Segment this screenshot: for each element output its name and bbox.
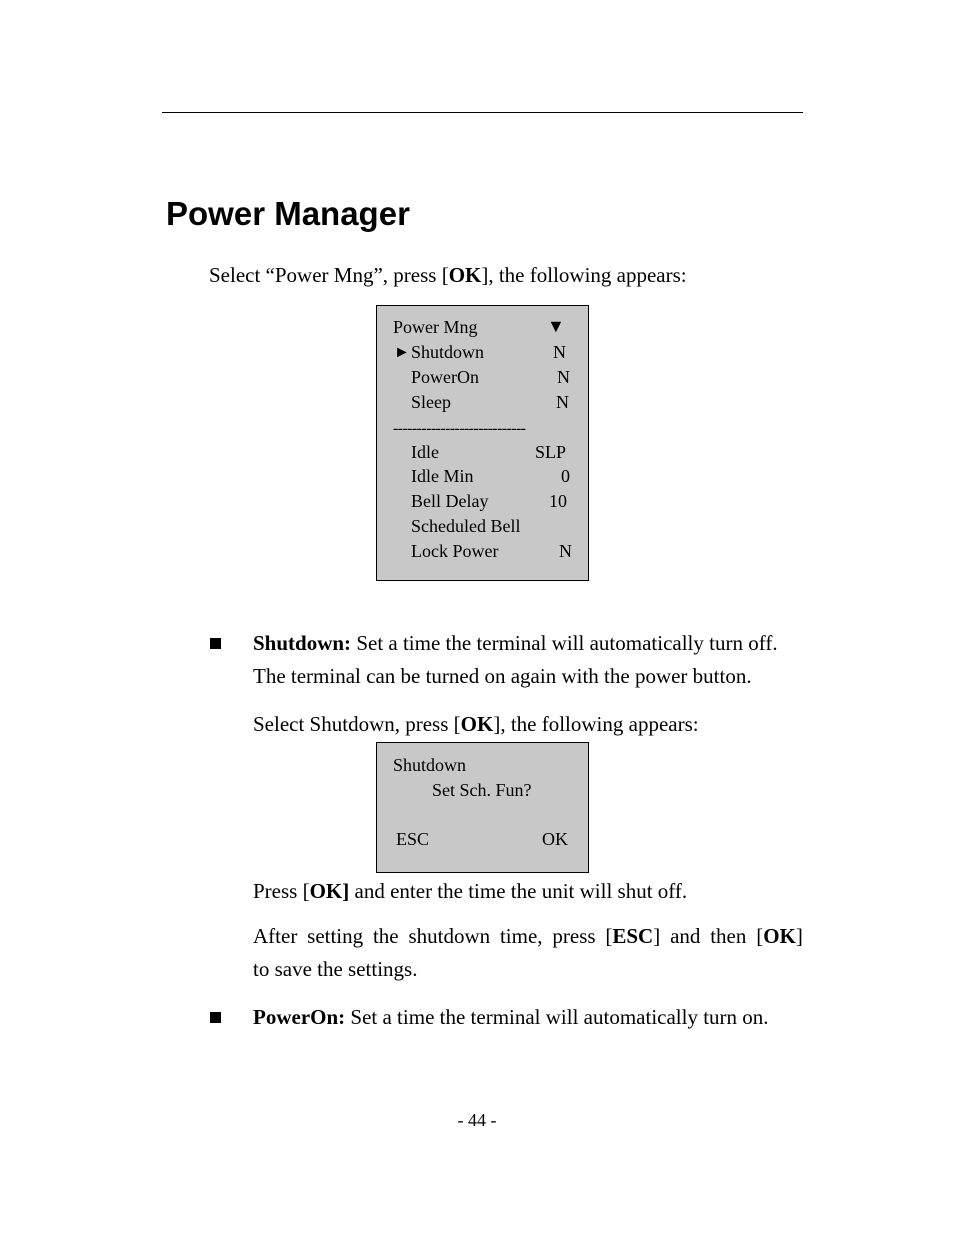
scroll-down-icon: ▼ — [547, 316, 565, 336]
dialog-esc-option: ESC — [396, 829, 430, 849]
menu-item-idle: Idle — [411, 442, 439, 462]
press-pre: Press [ — [253, 879, 310, 903]
dialog-title: Shutdown — [393, 755, 467, 775]
menu-value-poweron: N — [557, 367, 570, 387]
shutdown-description — [253, 627, 803, 660]
after-setting-line1 — [253, 920, 803, 953]
after-seg-2: setting — [307, 924, 364, 948]
menu-item-scheduled-bell: Scheduled Bell — [411, 516, 521, 536]
menu-item-bell-delay: Bell Delay — [411, 491, 489, 511]
screen-title: Power Mng — [393, 317, 478, 337]
menu-item-idle-min: Idle Min — [411, 466, 474, 486]
poweron-description — [253, 1001, 769, 1034]
intro-text — [209, 259, 687, 292]
select-post: ], the following appears: — [493, 712, 699, 736]
menu-value-idle-min: 0 — [561, 466, 570, 486]
menu-value-lock-power: N — [559, 541, 572, 561]
intro-key: OK — [448, 263, 482, 287]
cursor-arrow-icon: ► — [394, 344, 410, 361]
poweron-desc: Set a time the terminal will automatically turn on. — [345, 1005, 769, 1029]
after-seg-4: shutdown — [408, 924, 491, 948]
press-key: OK] — [309, 879, 350, 903]
select-key: OK — [460, 712, 494, 736]
intro-post: ], the following appears: — [481, 263, 687, 287]
shutdown-term: Shutdown: — [253, 631, 352, 655]
after-setting-line2: to save the settings. — [253, 957, 418, 981]
menu-value-shutdown: N — [553, 342, 566, 362]
after-seg-3: the — [372, 924, 399, 948]
after-seg-6: press — [552, 924, 596, 948]
dialog-ok-option: OK — [542, 829, 568, 849]
page-number: - 44 - — [457, 1110, 497, 1130]
power-mng-screen — [376, 305, 589, 581]
shutdown-dialog-screen — [376, 742, 589, 873]
after-seg-9: then — [710, 924, 747, 948]
press-post: and enter the time the unit will shut off. — [349, 879, 688, 903]
page-title: Power Manager — [166, 195, 410, 232]
after-seg-5: time, — [499, 924, 543, 948]
shutdown-desc-line1: Set a time the terminal will automatically turn off. — [351, 631, 778, 655]
dialog-prompt: Set Sch. Fun? — [432, 780, 532, 800]
poweron-term: PowerOn: — [253, 1005, 346, 1029]
header-rule — [162, 112, 803, 113]
bullet-square-icon — [210, 1012, 221, 1023]
menu-item-lock-power: Lock Power — [411, 541, 499, 561]
after-seg-8: and — [670, 924, 701, 948]
after-seg-1: After — [253, 924, 298, 948]
menu-item-sleep: Sleep — [411, 392, 451, 412]
menu-item-shutdown: Shutdown — [411, 342, 485, 362]
menu-value-bell-delay: 10 — [549, 491, 567, 511]
after-esc-key: ESC — [612, 924, 654, 948]
menu-value-sleep: N — [556, 392, 569, 412]
after-seg-7: [ESC] — [605, 924, 661, 948]
menu-item-poweron: PowerOn — [411, 367, 479, 387]
bullet-square-icon — [210, 638, 221, 649]
press-ok-text — [253, 875, 687, 908]
select-pre: Select Shutdown, press [ — [253, 712, 461, 736]
after-seg-10: [OK] — [756, 924, 803, 948]
shutdown-select-text — [253, 708, 699, 741]
after-ok-key: OK — [763, 924, 796, 948]
intro-pre: Select “Power Mng”, press [ — [209, 263, 449, 287]
menu-separator: ---------------------------- — [393, 420, 526, 437]
menu-value-idle: SLP — [534, 442, 566, 462]
shutdown-desc-line2: The terminal can be turned on again with the power button. — [253, 664, 752, 688]
